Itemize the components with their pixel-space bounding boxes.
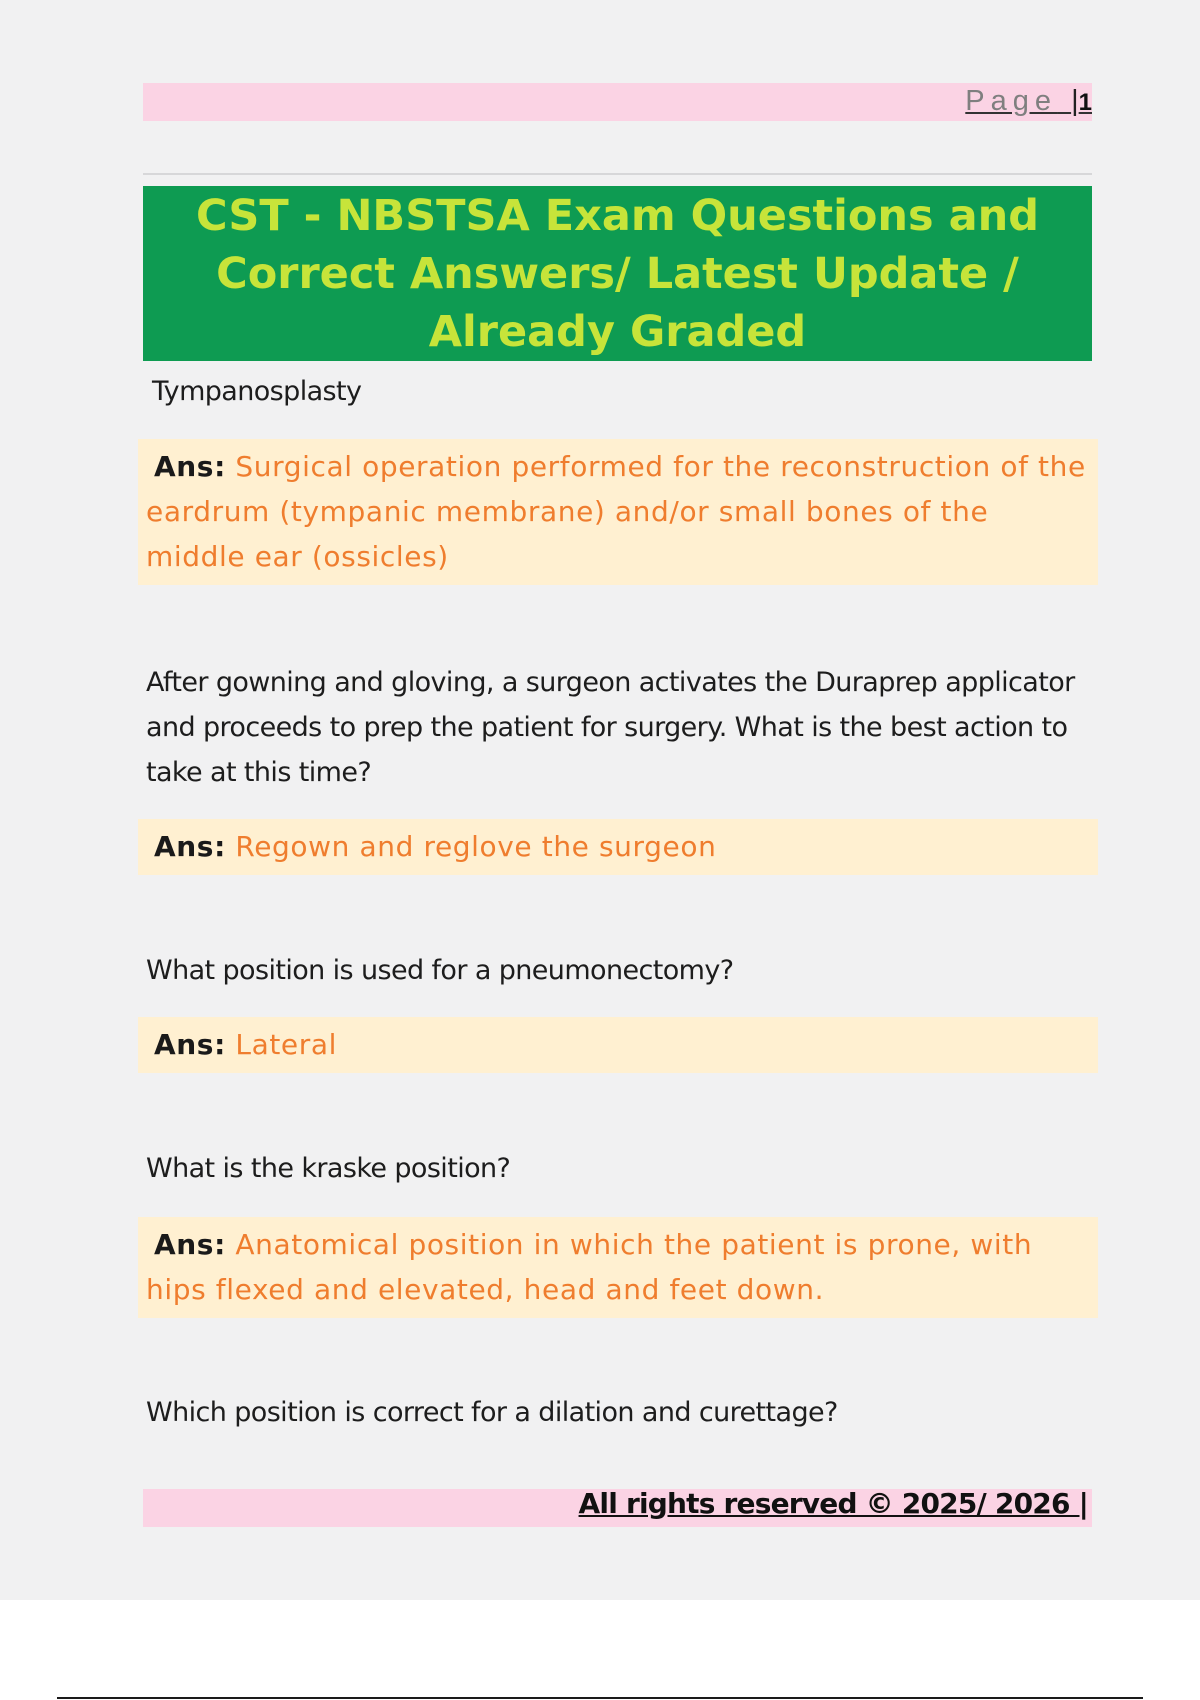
answer-box-4 <box>138 1217 1098 1318</box>
bottom-divider <box>57 1697 1143 1699</box>
document-title-banner <box>143 186 1092 361</box>
question-2: After gowning and gloving, a surgeon activates the Duraprep applicator and proceeds to prep the patient for surgery. What is the best action to take at this time? <box>146 667 1075 788</box>
header-divider <box>143 173 1092 175</box>
answer-box-3 <box>138 1017 1098 1073</box>
page-number-label <box>965 85 1092 118</box>
copyright-notice: All rights reserved © 2025/ 2026 | <box>578 1487 1088 1520</box>
answer-label: Ans: <box>154 1228 226 1261</box>
answer-label: Ans: <box>154 830 226 863</box>
page-footer <box>143 1489 1092 1527</box>
question-1: Tympanosplasty <box>152 376 362 407</box>
answer-4: Anatomical position in which the patient is prone, with hips flexed and elevated, head and feet down. <box>146 1228 1033 1306</box>
page-number: 1 <box>1078 89 1092 116</box>
answer-box-1 <box>138 439 1098 585</box>
answer-label: Ans: <box>154 1028 226 1061</box>
answer-box-2 <box>138 819 1098 875</box>
answer-2: Regown and reglove the surgeon <box>235 830 717 863</box>
question-5: Which position is correct for a dilation and curettage? <box>146 1397 838 1428</box>
page-header <box>143 83 1092 121</box>
page-word: Page <box>965 85 1058 117</box>
page-separator: | <box>1071 85 1079 117</box>
answer-1: Surgical operation performed for the reconstruction of the eardrum (tympanic membrane) and/or small bones of the middle ear (ossicles) <box>146 450 1086 573</box>
question-3: What position is used for a pneumonectomy? <box>146 955 734 986</box>
document-title: CST - NBSTSA Exam Questions and Correct Answers/ Latest Update / Already Graded <box>196 190 1039 357</box>
answer-3: Lateral <box>235 1028 338 1061</box>
answer-label: Ans: <box>154 450 226 483</box>
question-4: What is the kraske position? <box>146 1153 511 1184</box>
